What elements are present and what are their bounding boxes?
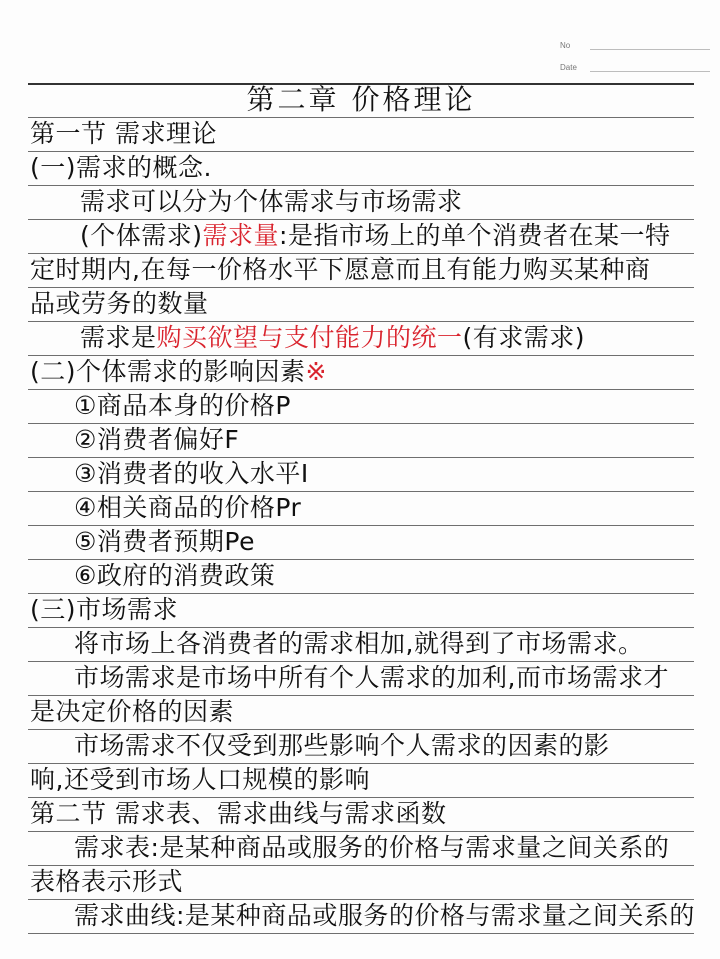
highlight-term: 需求量: [202, 221, 280, 250]
section-heading: 第二节 需求表、需求曲线与需求函数: [30, 799, 447, 828]
subsection-heading: [30, 356, 692, 388]
note-line: 定时期内,在每一价格水平下愿意而且有能力购买某种商: [30, 255, 651, 284]
list-item: ①商品本身的价格P: [74, 391, 291, 420]
note-line: 需求表:是某种商品或服务的价格与需求量之间关系的: [74, 833, 670, 862]
note-line: 将市场上各消费者的需求相加,就得到了市场需求。: [74, 629, 644, 658]
note-line: [30, 220, 720, 252]
date-field: [560, 63, 577, 72]
no-line: [590, 49, 710, 50]
subsection-heading: (三)市场需求: [30, 595, 179, 624]
highlight-phrase: 购买欲望与支付能力的统一: [156, 323, 463, 352]
note-line: [30, 322, 720, 354]
note-text: (有求需求): [462, 323, 586, 352]
note-line: 市场需求是市场中所有个人需求的加利,而市场需求才: [74, 663, 669, 692]
note-line: 品或劳务的数量: [30, 289, 209, 318]
star-mark-icon: ※: [305, 357, 327, 386]
subsection-heading: (一)需求的概念.: [30, 153, 212, 182]
note-text: (个体需求): [80, 221, 203, 250]
list-item: ⑤消费者预期Pe: [74, 527, 255, 556]
note-line: 响,还受到市场人口规模的影响: [30, 765, 370, 794]
no-label: No: [560, 41, 571, 50]
no-field: [560, 41, 570, 50]
note-text: :是指市场上的单个消费者在某一特: [279, 221, 671, 250]
note-line: 需求曲线:是某种商品或服务的价格与需求量之间关系的: [74, 901, 695, 930]
note-line: 表格表示形式: [30, 867, 184, 896]
chapter-title: 第二章 价格理论: [246, 84, 476, 116]
note-text: 需求是: [80, 323, 157, 352]
note-text: (二)个体需求的影响因素: [30, 357, 306, 386]
list-item: ②消费者偏好F: [74, 425, 240, 454]
rule-line: [28, 933, 694, 934]
note-line: 是决定价格的因素: [30, 697, 235, 726]
date-label: Date: [560, 63, 577, 72]
date-line: [590, 71, 710, 72]
section-heading: 第一节 需求理论: [30, 119, 217, 148]
list-item: ③消费者的收入水平I: [74, 459, 309, 488]
note-line: 市场需求不仅受到那些影响个人需求的因素的影: [74, 731, 610, 760]
list-item: ⑥政府的消费政策: [74, 561, 276, 590]
note-line: 需求可以分为个体需求与市场需求: [80, 187, 463, 216]
list-item: ④相关商品的价格Pr: [74, 493, 302, 522]
